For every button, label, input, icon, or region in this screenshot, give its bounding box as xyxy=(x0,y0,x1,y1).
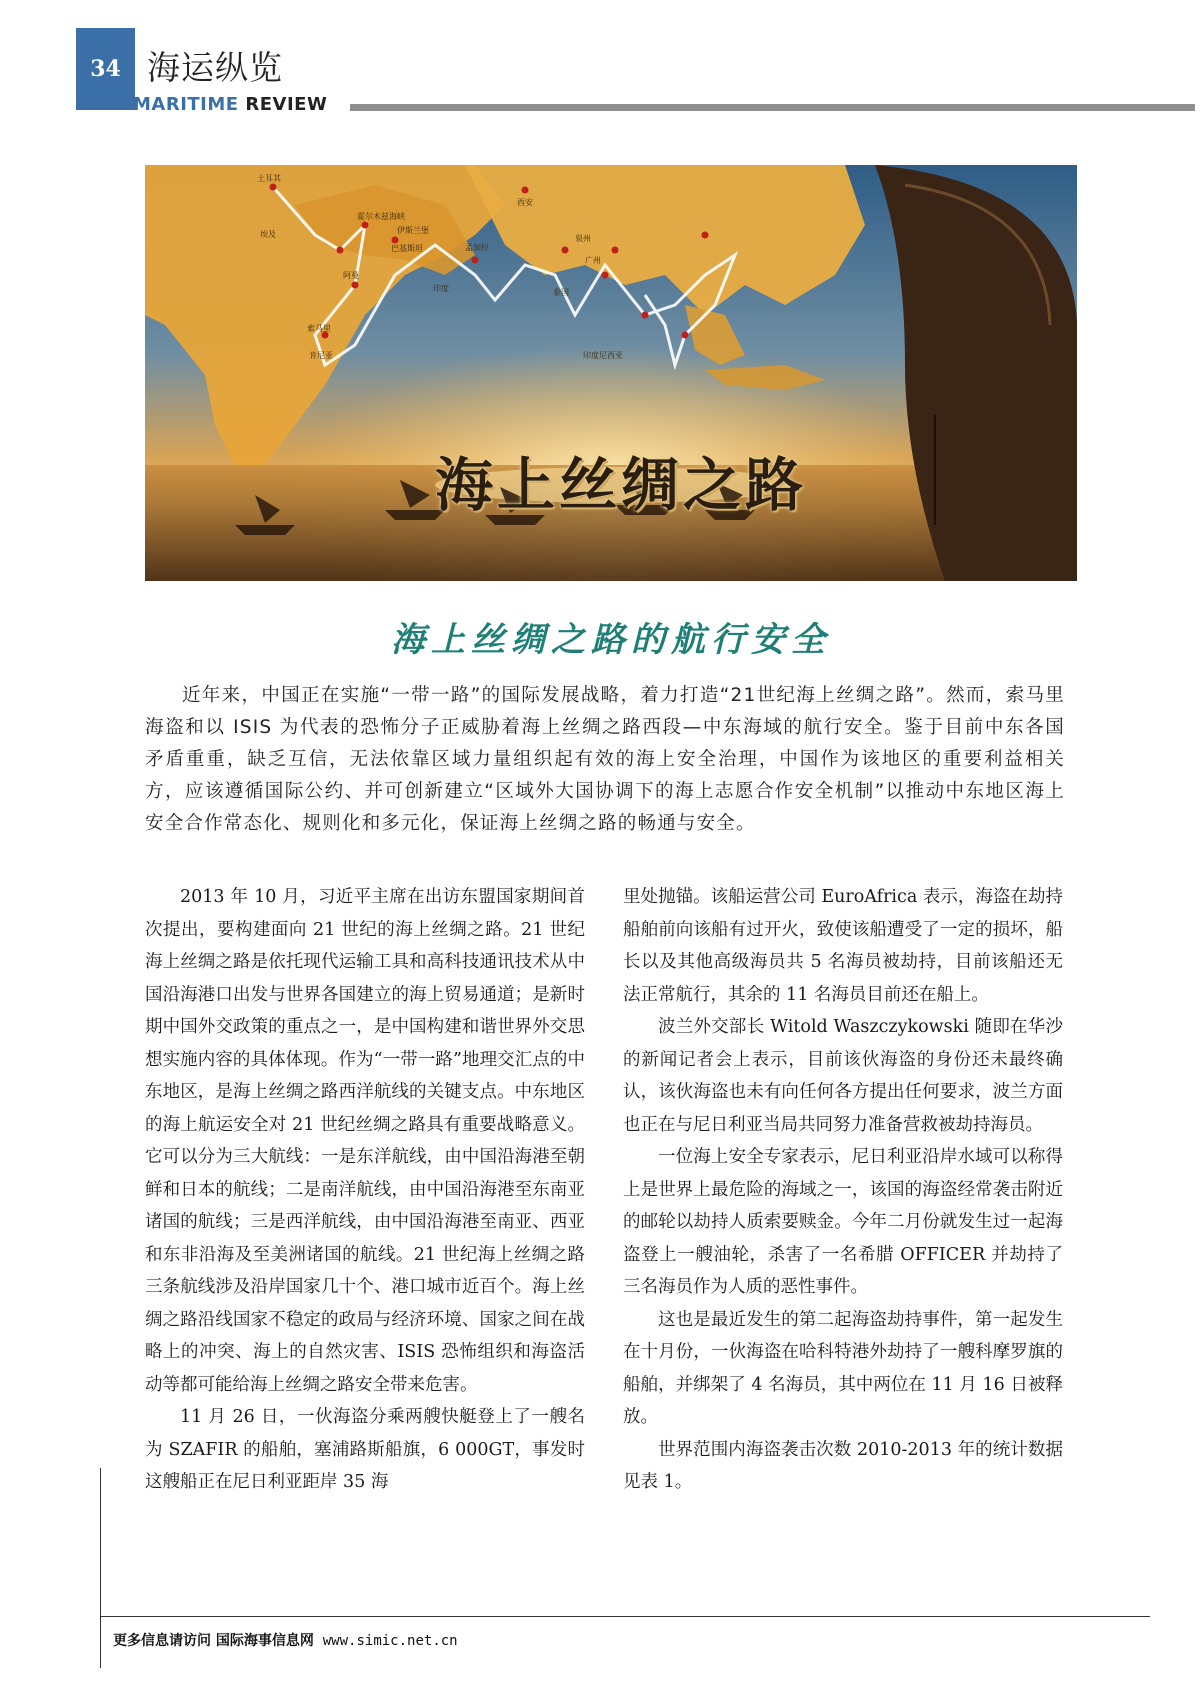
section-subtitle-review: REVIEW xyxy=(245,94,328,115)
map-label: 泰国 xyxy=(553,288,569,297)
hero-title: 海上丝绸之路 xyxy=(435,451,808,519)
map-label: 伊斯兰堡 xyxy=(397,226,429,235)
map-label: 泉州 xyxy=(575,234,591,243)
body-paragraph: 2013 年 10 月，习近平主席在出访东盟国家期间首次提出，要构建面向 21 世纪的海上丝绸之路。21 世纪海上丝绸之路是依托现代运输工具和高科技通讯技术从中国沿海港口出发与世界各国建立的海上贸易通道；是新时期中国外交政策的重点之一，是中国构建和谐世界外交思想实施内容的具体体现。作为“一带一路”地理交汇点的中东地区，是海上丝绸之路西洋航线的关键支点。中东地区的海上航运安全对 21 世纪丝绸之路具有重要战略意义。它可以分为三大航线：一是东洋航线，由中国沿海港至朝鲜和日本的航线；二是南洋航线，由中国沿海港至东南亚诸国的航线；三是西洋航线，由中国沿海港至南亚、西亚和东非沿海及至美洲诸国的航线。21 世纪海上丝绸之路三条航线涉及沿岸国家几十个、港口城市近百个。海上丝绸之路沿线国家不稳定的政局与经济环境、国家之间在战略上的冲突、海上的自然灾害、ISIS 恐怖组织和海盗活动等都可能给海上丝绸之路安全带来危害。 xyxy=(145,887,585,1395)
hero-image xyxy=(145,165,1077,581)
map-label: 印度 xyxy=(433,284,449,293)
footer-rule xyxy=(100,1616,1150,1617)
footer-text: 更多信息请访问 国际海事信息网 xyxy=(113,1633,314,1649)
lead-paragraph: 近年来，中国正在实施“一带一路”的国际发展战略，着力打造“21世纪海上丝绸之路”。然而，索马里海盗和以 ISIS 为代表的恐怖分子正威胁着海上丝绸之路西段—中东海域的航行安全。鉴于目前中东各国矛盾重重，缺乏互信，无法依靠区域力量组织起有效的海上安全治理，中国作为该地区的重要利益相关方，应该遵循国际公约、并可创新建立“区域外大国协调下的海上志愿合作安全机制”以推动中东地区海上安全合作常态化、规则化和多元化，保证海上丝绸之路的畅通与安全。 xyxy=(145,685,1065,834)
body-paragraph: 一位海上安全专家表示，尼日利亚沿岸水域可以称得上是世界上最危险的海域之一，该国的海盗经常袭击附近的邮轮以劫持人质索要赎金。今年二月份就发生过一起海盗登上一艘油轮，杀害了一名希腊 OFFICER 并劫持了三名海员作为人质的恶性事件。 xyxy=(623,1147,1063,1297)
section-subtitle-maritime: MARITIME xyxy=(133,94,239,115)
footer xyxy=(113,1630,458,1650)
map-label: 印度尼西亚 xyxy=(583,351,623,360)
map-label: 广州 xyxy=(585,256,601,265)
map-label: 巴基斯坦 xyxy=(391,244,423,253)
article-title: 海上丝绸之路的航行安全 xyxy=(391,620,831,660)
body-paragraph: 世界范围内海盗袭击次数 2010-2013 年的统计数据见表 1。 xyxy=(623,1439,1063,1492)
body-paragraph: 里处抛锚。该船运营公司 EuroAfrica 表示，海盗在劫持船舶前向该船有过开火，致使该船遭受了一定的损坏，船长以及其他高级海员共 5 名海员被劫持，目前该船还无法正常航行，其余的 11 名海员目前还在船上。 xyxy=(623,887,1063,1005)
footer-url[interactable]: www.simic.net.cn xyxy=(322,1633,458,1649)
body-column-left xyxy=(145,881,585,1499)
map-label: 埃及 xyxy=(260,230,276,239)
body-paragraph: 波兰外交部长 Witold Waszczykowski 随即在华沙的新闻记者会上表示，目前该伙海盗的身份还未最终确认，该伙海盗也未有向任何各方提出任何要求，波兰方面也正在与尼日利亚当局共同努力准备营救被劫持海员。 xyxy=(623,1017,1063,1135)
map-label: 霍尔木兹海峡 xyxy=(357,212,405,221)
map-label: 西安 xyxy=(517,198,533,207)
map-label: 孟加拉 xyxy=(465,243,489,252)
header-rule xyxy=(350,104,1195,111)
map-label: 土耳其 xyxy=(257,174,281,183)
margin-rule xyxy=(100,1468,101,1668)
body-column-right xyxy=(623,881,1063,1499)
section-subtitle xyxy=(133,94,327,115)
page-number: 34 xyxy=(76,28,135,110)
section-title: 海运纵览 xyxy=(147,48,283,87)
body-paragraph: 这也是最近发生的第二起海盗劫持事件，第一起发生在十月份，一伙海盗在哈科特港外劫持了一艘科摩罗旗的船舶，并绑架了 4 名海员，其中两位在 11 月 16 日被释放。 xyxy=(623,1309,1063,1427)
map-label: 阿曼 xyxy=(343,271,359,280)
map-label: 肯尼亚 xyxy=(309,351,333,360)
map-label: 索马里 xyxy=(307,324,331,333)
body-paragraph: 11 月 26 日，一伙海盗分乘两艘快艇登上了一艘名为 SZAFIR 的船舶，塞浦路斯船旗，6 000GT，事发时这艘船正在尼日利亚距岸 35 海 xyxy=(145,1407,585,1492)
